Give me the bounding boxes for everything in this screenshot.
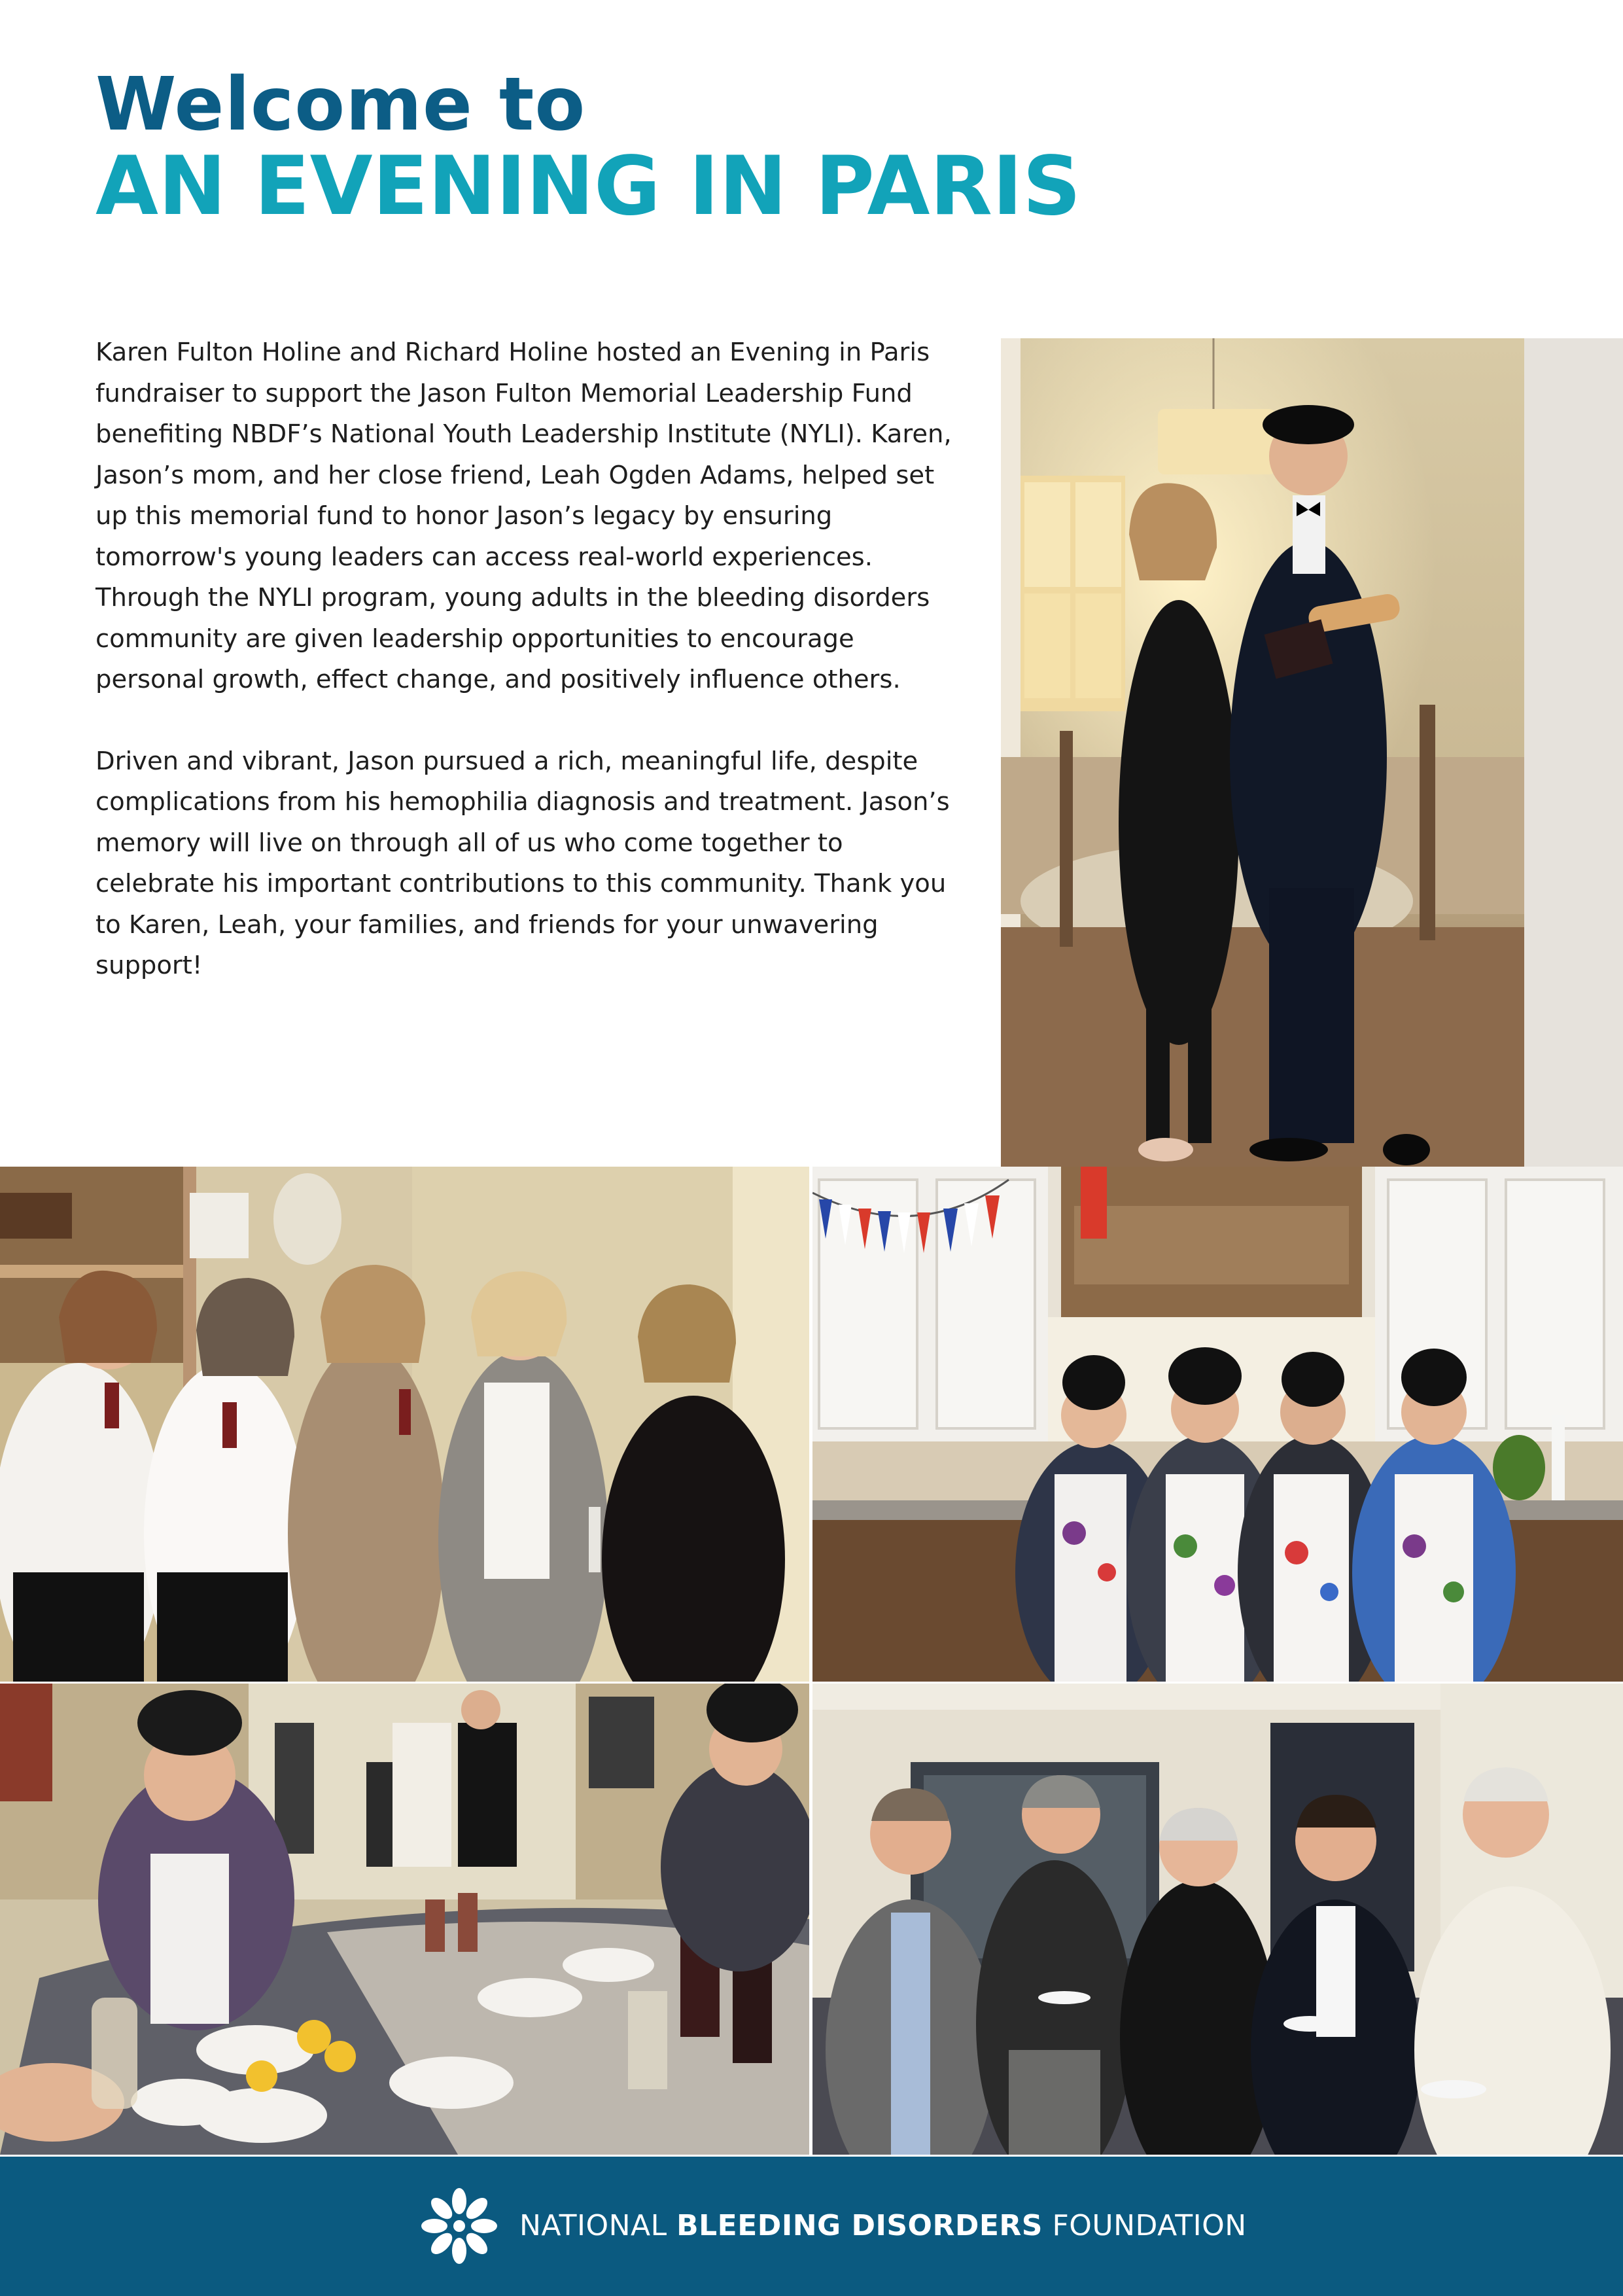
body-paragraph-1: Karen Fulton Holine and Richard Holine hosted an Evening in Paris fundraiser to support the Jason Fulton Memorial Leadership Fund benefiting NBDF’s National Youth Leadership Institute (NYLI). Karen, Jason’s mom, and her close friend, Leah Ogden Adams, helped set up this memorial fund to honor Jason’s legacy by ensuring tomorrow's young leaders can access real-world experiences. Through the NYLI program, young adults in the bleeding disorders community are given leadership opportunities to encourage personal growth, effect change, and positively influence others. bbox=[96, 338, 952, 694]
cheese-table-photo bbox=[0, 1684, 809, 2155]
chefs-aprons-photo bbox=[812, 1167, 1623, 1682]
hosts-photo bbox=[1001, 338, 1623, 1167]
article-body bbox=[96, 332, 966, 987]
title-welcome: Welcome to bbox=[96, 62, 586, 147]
foundation-name-part2: BLEEDING DISORDERS bbox=[676, 2209, 1043, 2242]
foundation-name bbox=[519, 2205, 1247, 2247]
foundation-name-part3: FOUNDATION bbox=[1042, 2209, 1247, 2242]
foundation-name-part1: NATIONAL bbox=[519, 2209, 677, 2242]
guests-wine-photo bbox=[0, 1167, 809, 1682]
footer-banner bbox=[0, 2157, 1623, 2296]
men-group-photo bbox=[812, 1684, 1623, 2155]
page-title bbox=[96, 62, 1081, 234]
nbdf-flower-logo-icon bbox=[419, 2185, 500, 2267]
body-paragraph-2: Driven and vibrant, Jason pursued a rich, meaningful life, despite complications from his hemophilia diagnosis and treatment. Jason’s memory will live on through all of us who come together to celebrate his important contributions to this community. Thank you to Karen, Leah, your families, and friends for your unwavering support! bbox=[96, 746, 950, 980]
title-event-name: AN EVENING IN PARIS bbox=[96, 139, 1081, 234]
